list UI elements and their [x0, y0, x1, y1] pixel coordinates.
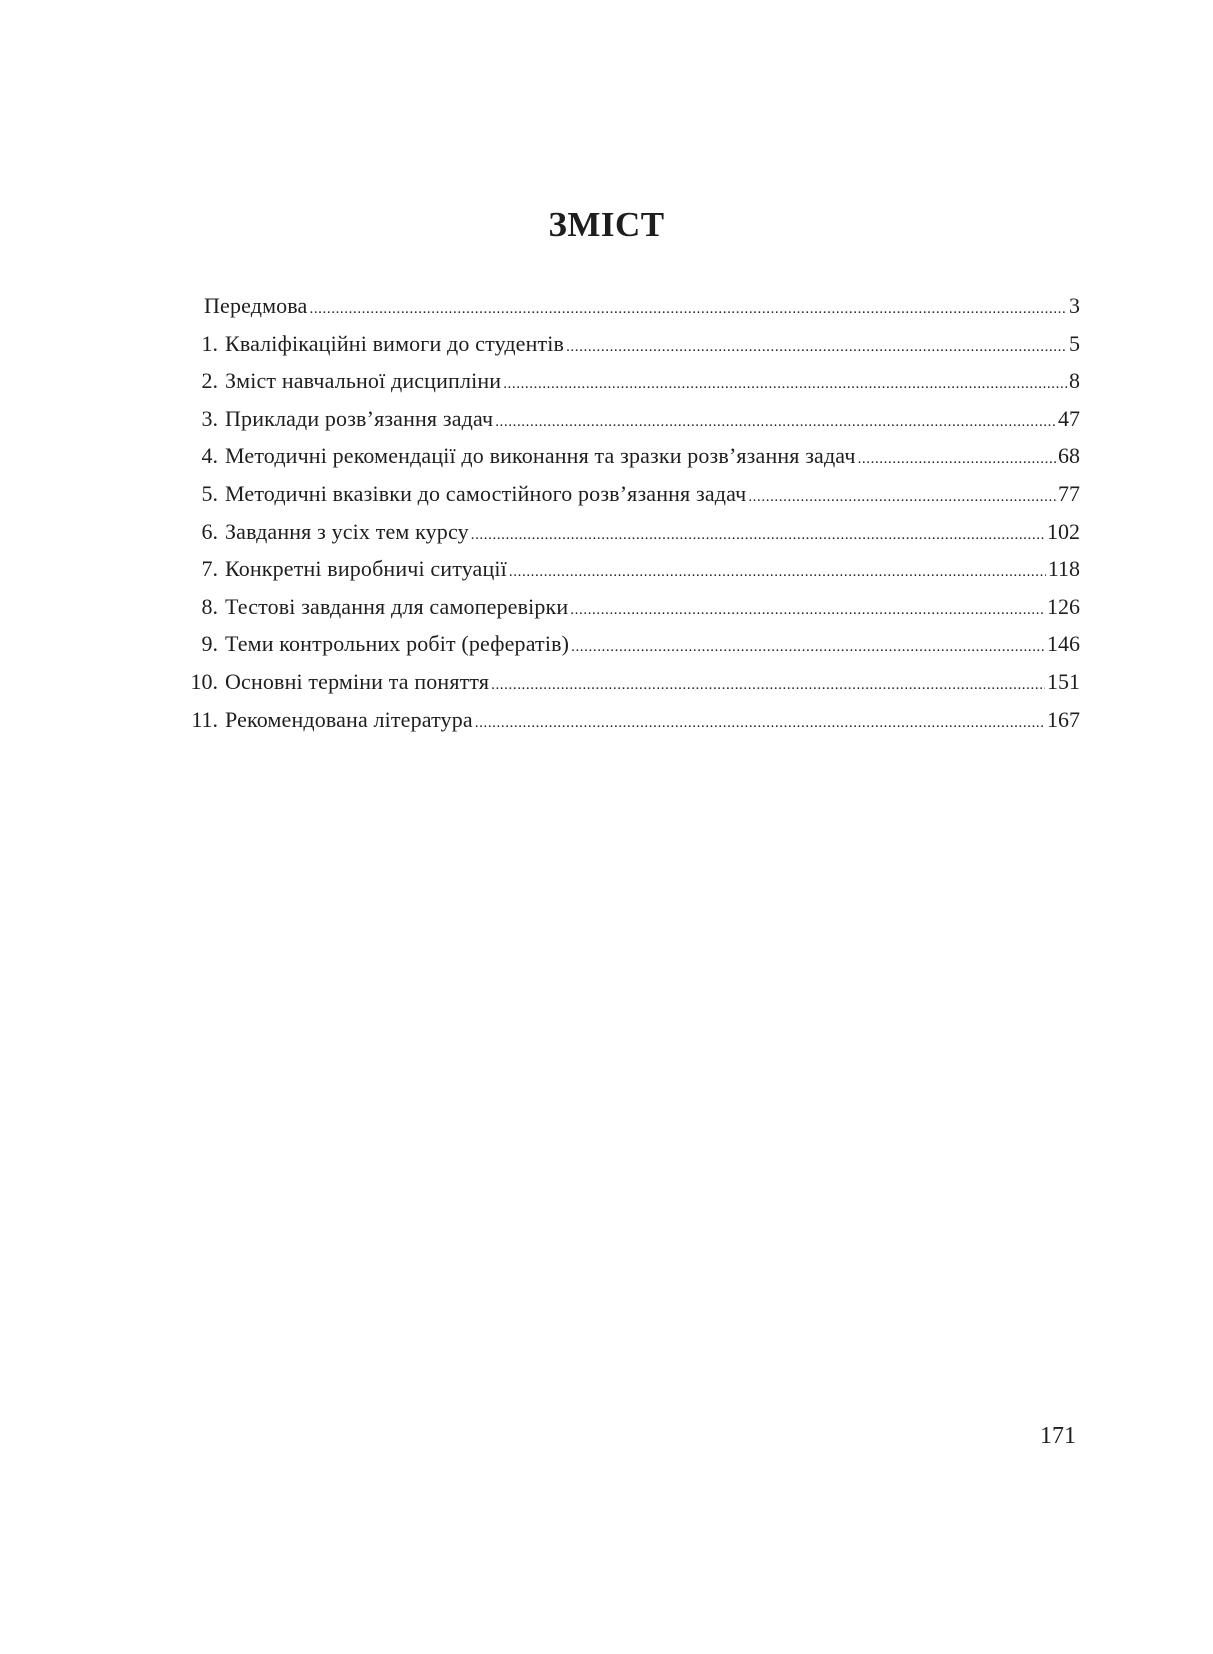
toc-entry-10[interactable] [187, 667, 1080, 705]
toc-dot-leader [566, 332, 1067, 362]
toc-entry-page: 118 [1047, 556, 1080, 582]
toc-entry-page: 8 [1069, 368, 1080, 394]
toc-entry-page: 126 [1047, 593, 1080, 619]
toc-entry-number: 11. [191, 706, 218, 732]
toc-dot-leader [495, 407, 1056, 437]
toc-entry-title: Основні терміни та поняття [225, 668, 490, 694]
toc-entry-number: 9. [201, 631, 218, 657]
toc-entry-11[interactable] [187, 705, 1080, 743]
toc-entry-title: Тестові завдання для самоперевірки [225, 593, 569, 619]
page-title: ЗМІСТ [548, 205, 665, 244]
toc-entry-8[interactable] [187, 592, 1080, 630]
toc-entry-number: 2. [201, 368, 218, 394]
toc-dot-leader [491, 670, 1045, 700]
toc-entry-page: 77 [1058, 480, 1080, 506]
toc-entry-number: 3. [201, 405, 218, 431]
toc-entry-title: Конкретні виробничі ситуації [225, 556, 507, 582]
toc-entry-title: Методичні вказівки до самостійного розв’язання задач [225, 480, 747, 506]
toc-entry-number: 8. [201, 593, 218, 619]
toc-dot-leader [858, 444, 1056, 474]
toc-entry-title: Теми контрольних робіт (рефератів) [225, 631, 570, 657]
toc-entry-3[interactable] [187, 404, 1080, 442]
toc-entry-title: Передмова [204, 293, 308, 318]
toc-entry-page: 68 [1058, 443, 1080, 469]
toc-entry-title: Приклади розв’язання задач [225, 405, 494, 431]
toc-dot-leader [748, 482, 1056, 512]
toc-entry-2[interactable] [187, 366, 1080, 404]
toc-dot-leader [509, 557, 1046, 587]
toc-entry-number: 1. [201, 330, 218, 356]
toc-dot-leader [471, 520, 1045, 550]
toc-entry-6[interactable] [187, 517, 1080, 555]
toc-entry-page: 5 [1069, 330, 1080, 356]
toc-entry-number: 6. [201, 518, 218, 544]
toc-entry-number: 10. [190, 668, 218, 694]
toc-dot-leader [570, 595, 1045, 625]
toc-dot-leader [475, 708, 1045, 738]
toc-entry-page: 151 [1047, 668, 1080, 694]
toc-entry-title: Завдання з усіх тем курсу [225, 518, 469, 544]
toc-entry-title: Зміст навчальної дисципліни [225, 368, 502, 394]
toc-entry-5[interactable] [187, 479, 1080, 517]
toc-dot-leader [309, 294, 1067, 324]
toc-entry-7[interactable] [187, 554, 1080, 592]
toc-entry-title: Кваліфікаційні вимоги до студентів [225, 330, 565, 356]
toc-entry-9[interactable] [187, 629, 1080, 667]
toc-entry-number: 5. [201, 480, 218, 506]
toc-entry-page: 102 [1047, 518, 1080, 544]
toc-entry-title: Методичні рекомендації до виконання та зразки розв’язання задач [225, 443, 856, 469]
table-of-contents [187, 291, 1080, 742]
toc-entry-page: 146 [1047, 631, 1080, 657]
page-number: 171 [1040, 1423, 1076, 1449]
toc-entry-number: 4. [201, 443, 218, 469]
toc-entry-foreword[interactable] [187, 291, 1080, 329]
toc-entry-page: 47 [1058, 405, 1080, 431]
toc-entry-page: 3 [1069, 293, 1080, 318]
toc-entry-page: 167 [1047, 706, 1080, 732]
toc-entry-4[interactable] [187, 441, 1080, 479]
toc-entry-1[interactable] [187, 329, 1080, 367]
toc-entry-title: Рекомендована література [225, 706, 473, 732]
toc-dot-leader [571, 632, 1045, 662]
toc-dot-leader [503, 369, 1067, 399]
toc-entry-number: 7. [201, 556, 218, 582]
